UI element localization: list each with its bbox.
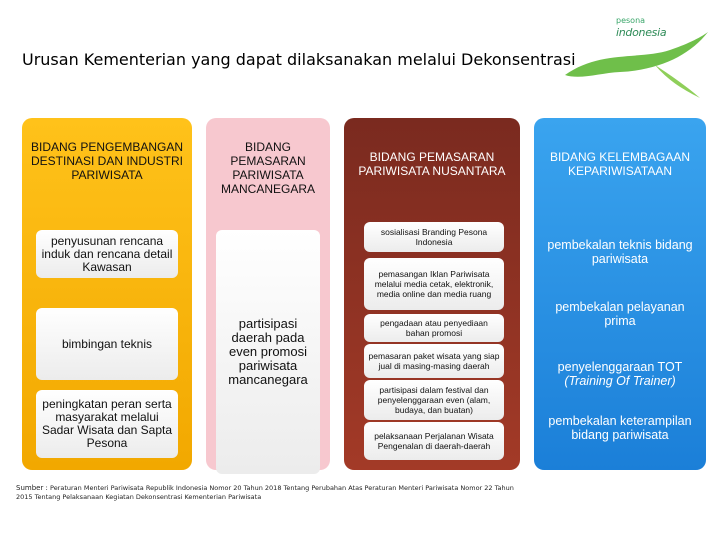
column-heading: BIDANG PEMASARAN PARIWISATA MANCANEGARA — [220, 140, 315, 196]
logo-text-big: indonesia — [616, 26, 667, 39]
list-item: pembekalan keterampilan bidang pariwisata — [548, 414, 692, 442]
list-item: bimbingan teknis — [36, 308, 178, 380]
column-heading: BIDANG PEMASARAN PARIWISATA NUSANTARA — [358, 150, 506, 178]
column-heading: BIDANG KELEMBAGAAN KEPARIWISATAAN — [549, 150, 691, 178]
list-item: pemasaran paket wisata yang siap jual di masing-masing daerah — [364, 344, 504, 378]
list-item: pengadaan atau penyediaan bahan promosi — [364, 314, 504, 342]
column-mancanegara — [206, 118, 330, 470]
source-text: Peraturan Menteri Pariwisata Republik Indonesia Nomor 20 Tahun 2018 Tentang Perubahan Atas Peraturan Menteri Pariwisata Nomor 22 Tahun 2015 Tentang Pelaksanaan Kegiatan Dekonsentrasi Kementerian Pariwisata — [16, 484, 514, 501]
list-item: pembekalan pelayanan prima — [555, 300, 685, 328]
list-item: partisipasi dalam festival dan penyelenggaraan even (alam, budaya, dan buatan) — [364, 380, 504, 420]
list-item: pemasangan Iklan Pariwisata melalui media cetak, elektronik, media online dan media ruang — [364, 258, 504, 310]
column-nusantara — [344, 118, 520, 470]
page-title: Urusan Kementerian yang dapat dilaksanakan melalui Dekonsentrasi — [22, 50, 576, 69]
list-item: peningkatan peran serta masyarakat melalui Sadar Wisata dan Sapta Pesona — [36, 390, 178, 458]
list-item: penyelenggaraan TOT — [557, 360, 683, 374]
list-item: pelaksanaan Perjalanan Wisata Pengenalan di daerah-daerah — [364, 422, 504, 460]
logo-text-small: pesona — [616, 16, 646, 25]
list-item: sosialisasi Branding Pesona Indonesia — [364, 222, 504, 252]
list-item-note: (Training Of Trainer) — [564, 374, 676, 388]
list-item: penyusunan rencana induk dan rencana detail Kawasan — [36, 230, 178, 278]
list-item: partisipasi daerah pada even promosi pariwisata mancanegara — [216, 230, 320, 474]
decorative-swoosh-icon — [560, 30, 710, 100]
source-label: Sumber : — [16, 484, 48, 492]
column-destinasi — [22, 118, 192, 470]
column-kelembagaan — [534, 118, 706, 470]
column-heading: BIDANG PENGEMBANGAN DESTINASI DAN INDUSTRI PARIWISATA — [30, 140, 184, 182]
list-item: pembekalan teknis bidang pariwisata — [547, 238, 693, 266]
source-note — [16, 484, 516, 502]
